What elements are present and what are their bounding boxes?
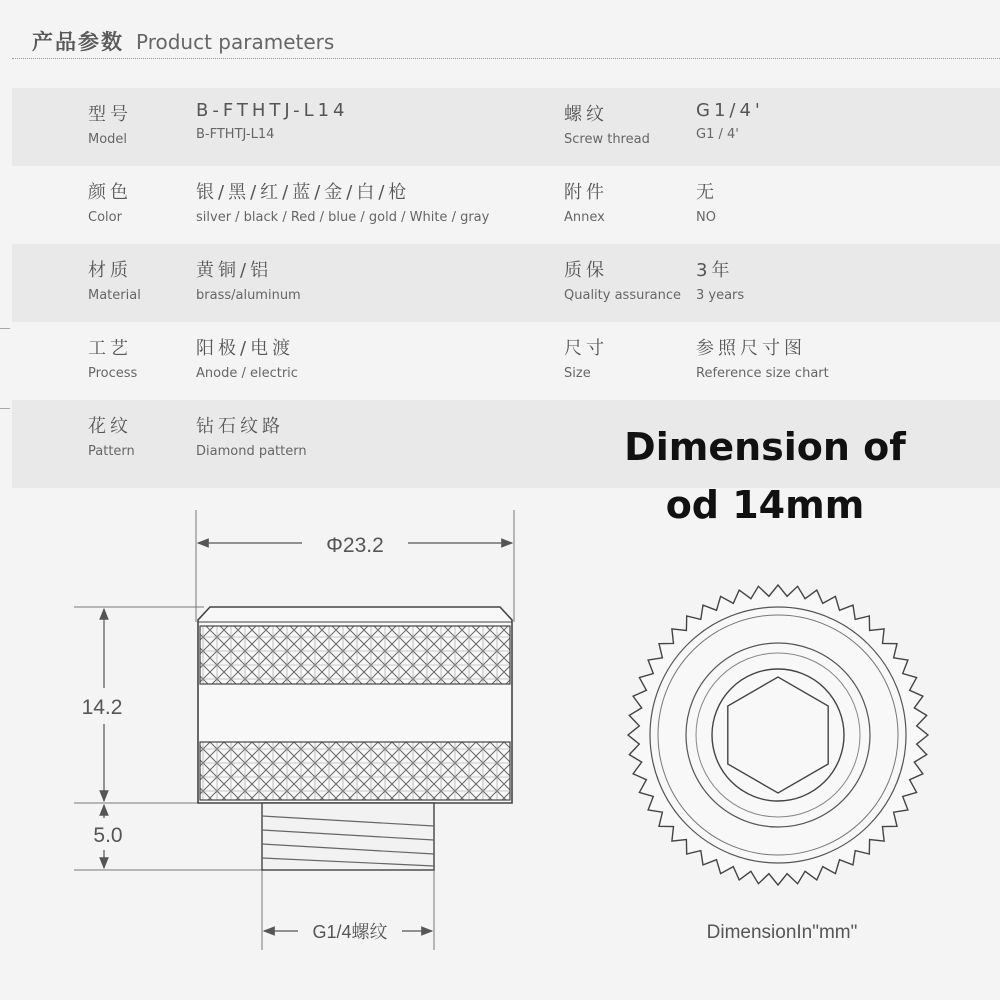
value-en: silver / black / Red / blue / gold / White / gray <box>196 210 490 225</box>
overlay-title <box>600 418 930 534</box>
value2-en: NO <box>696 210 716 225</box>
label2-cn: 质保 <box>564 260 608 281</box>
label2-en: Quality assurance <box>564 288 682 303</box>
label-cn: 型号 <box>88 104 132 125</box>
label-en: Color <box>88 210 122 225</box>
overlay-line-1: Dimension of <box>624 425 906 469</box>
label-en: Material <box>88 288 141 303</box>
label-cn: 材质 <box>88 260 132 281</box>
value2-en: Reference size chart <box>696 366 829 381</box>
header-title-cn: 产品参数 <box>32 30 124 54</box>
value-cn: 银/黑/红/蓝/金/白/枪 <box>196 182 411 203</box>
knurled-outline <box>628 585 928 885</box>
value-cn: B-FTHTJ-L14 <box>196 100 349 121</box>
value-cn: 阳极/电渡 <box>196 338 295 359</box>
value-en: brass/aluminum <box>196 288 301 303</box>
header-title-en: Product parameters <box>136 30 335 54</box>
label2-cn: 附件 <box>564 182 608 203</box>
label-en: Pattern <box>88 444 135 459</box>
value2-cn: 无 <box>696 182 718 203</box>
overlay-line-2: od 14mm <box>665 483 865 527</box>
label-cn: 颜色 <box>88 182 132 203</box>
side-view <box>74 510 514 950</box>
value-cn: 黄铜/铝 <box>196 260 273 281</box>
value-en: Diamond pattern <box>196 444 307 459</box>
thread-height-label: 5.0 <box>93 824 123 847</box>
label2-en: Screw thread <box>564 132 650 147</box>
value2-cn: 参照尺寸图 <box>696 338 806 359</box>
label-en: Process <box>88 366 138 381</box>
value2-en: 3 years <box>696 288 745 303</box>
top-view <box>628 585 928 943</box>
unit-note: DimensionIn"mm" <box>706 922 858 943</box>
label-en: Model <box>88 132 128 147</box>
label-cn: 工艺 <box>88 338 132 359</box>
label-cn: 花纹 <box>88 416 132 437</box>
value2-cn: 3年 <box>696 260 734 281</box>
thread-label: G1/4螺纹 <box>312 922 388 942</box>
label2-cn: 尺寸 <box>564 338 608 359</box>
label2-en: Annex <box>564 210 605 225</box>
value-en: Anode / electric <box>196 366 298 381</box>
diameter-label: Φ23.2 <box>326 534 384 557</box>
value2-en: G1 / 4' <box>696 127 739 142</box>
value-en: B-FTHTJ-L14 <box>196 127 275 142</box>
height-label: 14.2 <box>81 696 123 719</box>
label2-cn: 螺纹 <box>564 104 608 125</box>
value2-cn: G1/4' <box>696 100 764 121</box>
label2-en: Size <box>564 366 591 381</box>
value-cn: 钻石纹路 <box>196 416 284 437</box>
